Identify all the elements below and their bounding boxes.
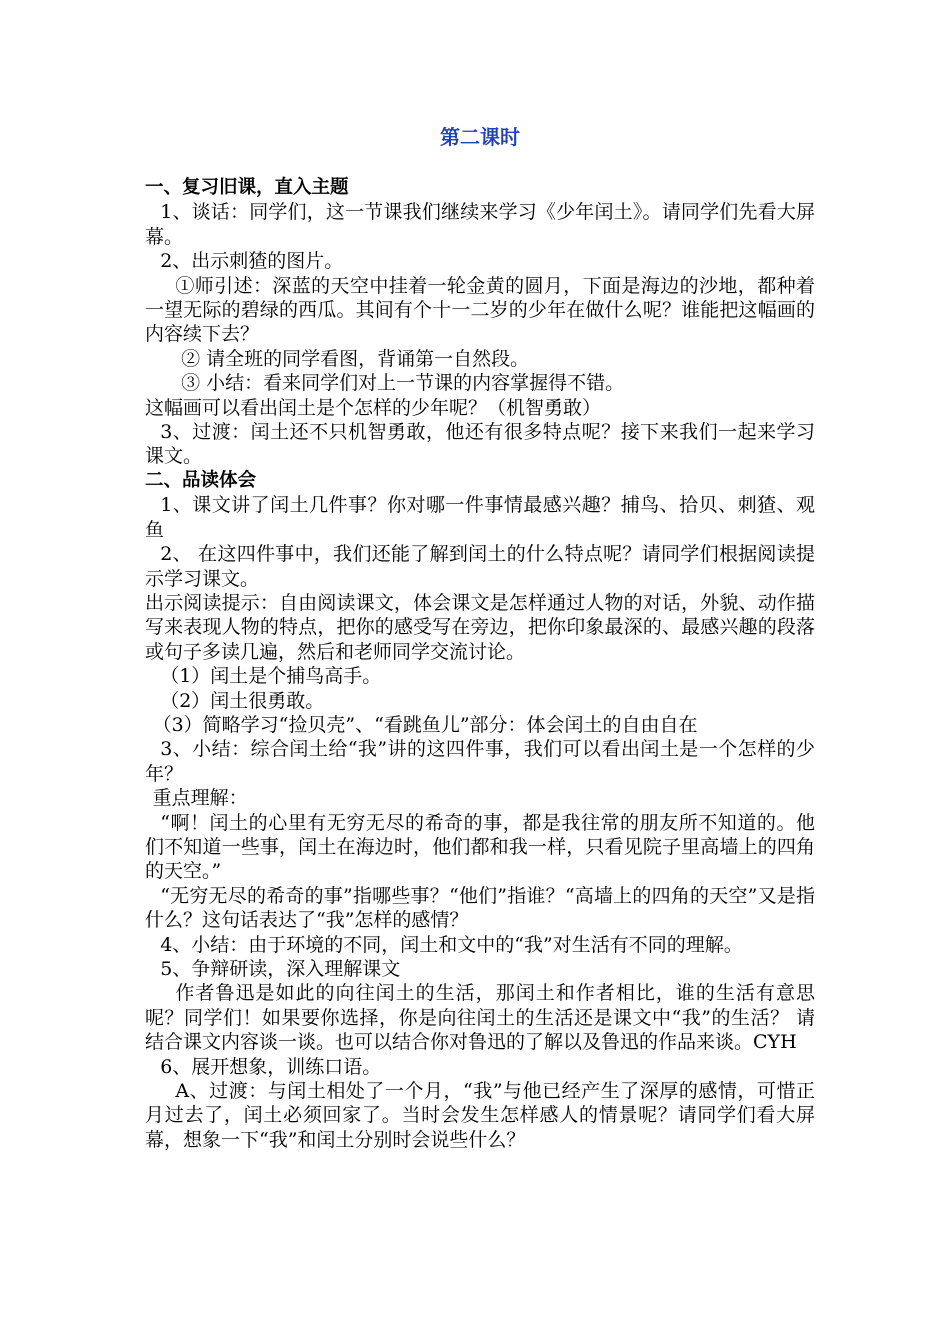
paragraph: 出示阅读提示：自由阅读课文，体会课文是怎样通过人物的对话，外貌、动作描写来表现人物的特点，把你的感受写在旁边，把你印象最深的、最感兴趣的段落或句子多读几遍，然后和老师同学交流讨论。: [145, 591, 815, 663]
paragraph: 5、争辩研读，深入理解课文: [160, 958, 401, 980]
paragraph: 1、课文讲了闰土几件事？你对哪一件事情最感兴趣？捕鸟、拾贝、刺猹、观鱼: [145, 494, 815, 541]
paragraph: “啊！闰土的心里有无穷无尽的希奇的事，都是我往常的朋友所不知道的。他们不知道一些事，闰土在海边时，他们都和我一样，只看见院子里高墙上的四角的天空。”: [145, 811, 815, 883]
paragraph: 3、小结：综合闰土给“我”讲的这四件事，我们可以看出闰土是一个怎样的少年？: [145, 738, 815, 785]
paragraph: 3、过渡：闰土还不只机智勇敢，他还有很多特点呢？接下来我们一起来学习课文。: [145, 421, 815, 468]
document-body: [145, 176, 815, 1152]
paragraph: ③ 小结：看来同学们对上一节课的内容掌握得不错。: [181, 372, 625, 395]
section-heading: 一、复习旧课，直入主题: [145, 177, 349, 198]
paragraph: A、过渡：与闰土相处了一个月，“我”与他已经产生了深厚的感情，可惜正月过去了，闰土必须回家了。当时会发生怎样感人的情景呢？请同学们看大屏幕，想象一下“我”和闰土分别时会说些什么？: [145, 1080, 815, 1151]
paragraph: （3）简略学习“捡贝壳”、“看跳鱼儿”部分：体会闰土的自由自在: [152, 713, 698, 736]
document-page: [145, 122, 815, 1152]
paragraph: （2）闰土很勇敢。: [160, 689, 325, 712]
section-heading: 二、品读体会: [145, 469, 257, 491]
paragraph: （1）闰土是个捕鸟高手。: [160, 665, 382, 688]
paragraph: 这幅画可以看出闰土是个怎样的少年呢？（机智勇敢）: [145, 396, 602, 419]
paragraph: 6、展开想象，训练口语。: [160, 1055, 382, 1078]
paragraph: 作者鲁迅是如此的向往闰土的生活，那闰土和作者相比，谁的生活有意思呢？同学们！如果要你选择，你是向往闰土的生活还是课文中“我”的生活？ 请结合课文内容谈一谈。也可以结合你对鲁迅的了解以及鲁迅的作品来谈。CYH: [145, 982, 815, 1054]
paragraph: 4、小结：由于环境的不同，闰土和文中的“我”对生活有不同的理解。: [160, 933, 743, 956]
paragraph: 1、谈话：同学们，这一节课我们继续来学习《少年闰土》。请同学们先看大屏幕。: [145, 201, 815, 248]
paragraph: 重点理解：: [152, 787, 248, 810]
paragraph: 2、出示刺猹的图片。: [160, 250, 344, 273]
paragraph: 2、 在这四件事中，我们还能了解到闰土的什么特点呢？请同学们根据阅读提示学习课文。: [145, 543, 815, 590]
paragraph: ② 请全班的同学看图，背诵第一自然段。: [181, 347, 530, 370]
paragraph: “无穷无尽的希奇的事”指哪些事？“他们”指谁？“高墙上的四角的天空”又是指什么？这句话表达了“我”怎样的感情？: [145, 884, 815, 932]
paragraph: ①师引述：深蓝的天空中挂着一轮金黄的圆月，下面是海边的沙地，都种着一望无际的碧绿的西瓜。其间有个十一二岁的少年在做什么呢？谁能把这幅画的内容续下去？: [145, 274, 815, 346]
page-title: 第二课时: [440, 125, 520, 149]
